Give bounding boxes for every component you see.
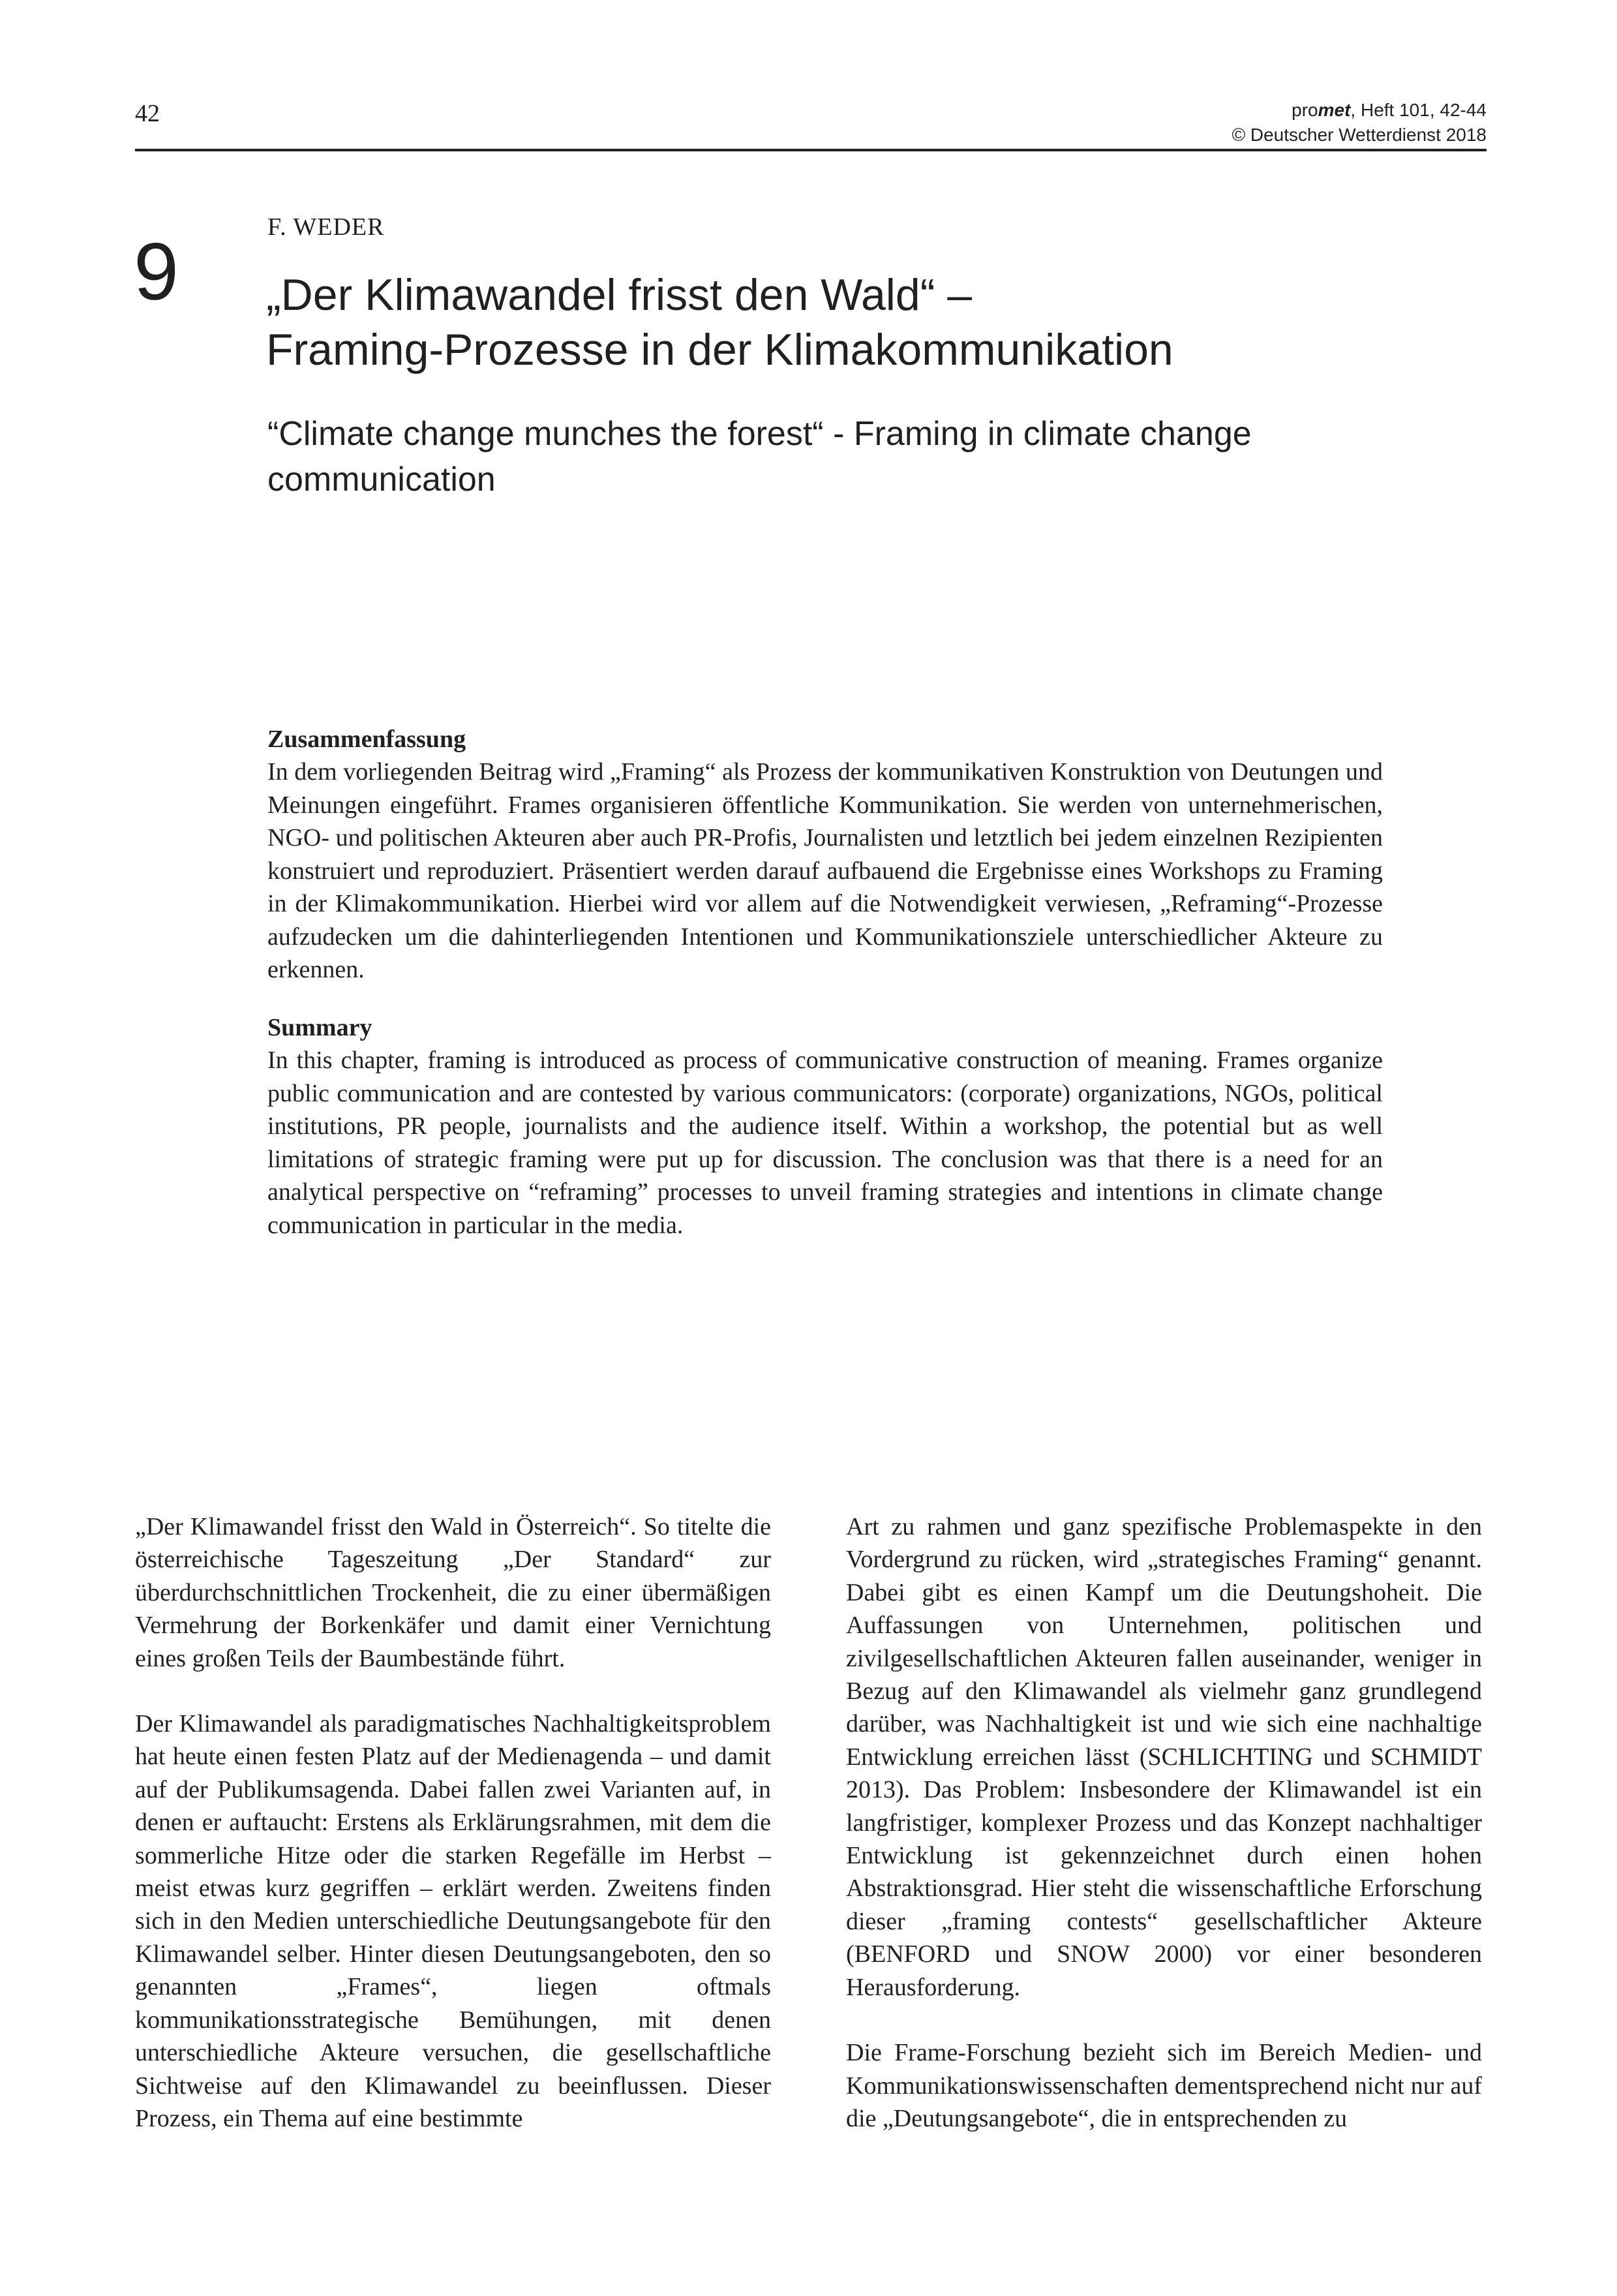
journal-issue: , Heft 101, 42-44 — [1350, 100, 1487, 120]
journal-name-prefix: pro — [1292, 100, 1318, 120]
abstract-german-text: In dem vorliegenden Beitrag wird „Framing“ als Prozess der kommunikativen Konstruktion von Deutungen und Meinungen eingeführt. Frames organisieren öffentliche Kommunikation. Sie werden von unternehmerischen, NGO- und politischen Akteuren aber auch PR-Profis, Journalisten und letztlich bei jedem einzelnen Rezipienten konstruiert und reproduziert. Präsentiert werden darauf aufbauend die Ergebnisse eines Workshops zu Framing in der Klimakommunikation. Hierbei wird vor allem auf die Notwendigkeit verwiesen, „Reframing“-Prozesse aufzudecken um die dahinterliegenden Intentionen und Kommunikationsziele unterschiedlicher Akteure zu erkennen. — [267, 758, 1383, 983]
abstract-english-heading: Summary — [267, 1014, 372, 1041]
chapter-number: 9 — [134, 227, 179, 317]
body-column-right — [846, 1510, 1482, 2167]
author-name: F. WEDER — [267, 213, 385, 241]
body-paragraph: Die Frame-Forschung bezieht sich im Bereich Medien- und Kommunikationswissenschaften dementsprechend nicht nur auf die „Deutungsangebote“, die in entsprechenden zu — [846, 2039, 1482, 2132]
body-paragraph: Art zu rahmen und ganz spezifische Problemaspekte in den Vordergrund zu rücken, wird „strategisches Framing“ genannt. Dabei gibt es einen Kampf um die Deutungshoheit. Die Auffassungen von Unternehmen, politischen und zivilgesellschaftlichen Akteuren fallen auseinander, weniger in Bezug auf den Klimawandel als vielmehr ganz grundlegend darüber, was Nachhaltigkeit ist und wie sich eine nachhaltige Entwicklung erreichen lässt (SCHLICHTING und SCHMIDT 2013). Das Problem: Insbesondere der Klimawandel ist ein langfristiger, komplexer Prozess und das Konzept nachhaltiger Entwicklung ist gekennzeichnet durch einen hohen Abstraktionsgrad. Hier steht die wissenschaftliche Erforschung dieser „framing contests“ gesellschaftlicher Akteure (BENFORD und SNOW 2000) vor einer besonderen Herausforderung. — [846, 1513, 1482, 2001]
copyright-line: © Deutscher Wetterdienst 2018 — [1232, 125, 1487, 145]
body-column-left — [135, 1510, 771, 2167]
title-german-line-2: Framing-Prozesse in der Klimakommunikation — [266, 325, 1173, 375]
header-rule — [135, 149, 1487, 151]
journal-info — [1232, 98, 1487, 147]
title-english: “Climate change munches the forest“ - Framing in climate change communication — [267, 415, 1252, 498]
abstract-german-heading: Zusammenfassung — [267, 726, 466, 753]
journal-citation — [1232, 98, 1487, 123]
abstract-german — [267, 723, 1383, 987]
body-paragraph: „Der Klimawandel frisst den Wald in Österreich“. So titelte die österreichische Tageszeitung „Der Standard“ zur überdurchschnittlichen Trockenheit, die zu einer übermäßigen Vermehrung der Borkenkäfer und damit einer Vernichtung eines großen Teils der Baumbestände führt. — [135, 1513, 771, 1672]
abstract-english-text: In this chapter, framing is introduced as process of communicative construction of meaning. Frames organize public communication and are contested by various communicators: (corporate) organizations, NGOs, political institutions, PR people, journalists and the audience itself. Within a workshop, the potential but as well limitations of strategic framing were put up for discussion. The conclusion was that there is a need for an analytical perspective on “reframing” processes to unveil framing strategies and intentions in climate change communication in particular in the media. — [267, 1047, 1383, 1239]
title-german — [266, 268, 1505, 377]
journal-name-emph: met — [1318, 100, 1351, 120]
body-paragraph: Der Klimawandel als paradigmatisches Nachhaltigkeitsproblem hat heute einen festen Platz auf der Medienagenda – und damit auf der Publikumsagenda. Dabei fallen zwei Varianten auf, in denen er auftaucht: Erstens als Erklärungsrahmen, mit dem die sommerliche Hitze oder die starken Regefälle im Herbst – meist etwas kurz gegriffen – erklärt werden. Zweitens finden sich in den Medien unterschiedliche Deutungsangebote für den Klimawandel selber. Hinter diesen Deutungsangeboten, den so genannten „Frames“, liegen oftmals kommunikationsstrategische Bemühungen, mit denen unterschiedliche Akteure versuchen, die gesellschaftliche Sichtweise auf den Klimawandel zu beeinflussen. Dieser Prozess, ein Thema auf eine bestimmte — [135, 1710, 771, 2132]
title-german-line-1: „Der Klimawandel frisst den Wald“ – — [266, 270, 973, 320]
abstract-english — [267, 1011, 1383, 1242]
page-number: 42 — [135, 100, 160, 127]
